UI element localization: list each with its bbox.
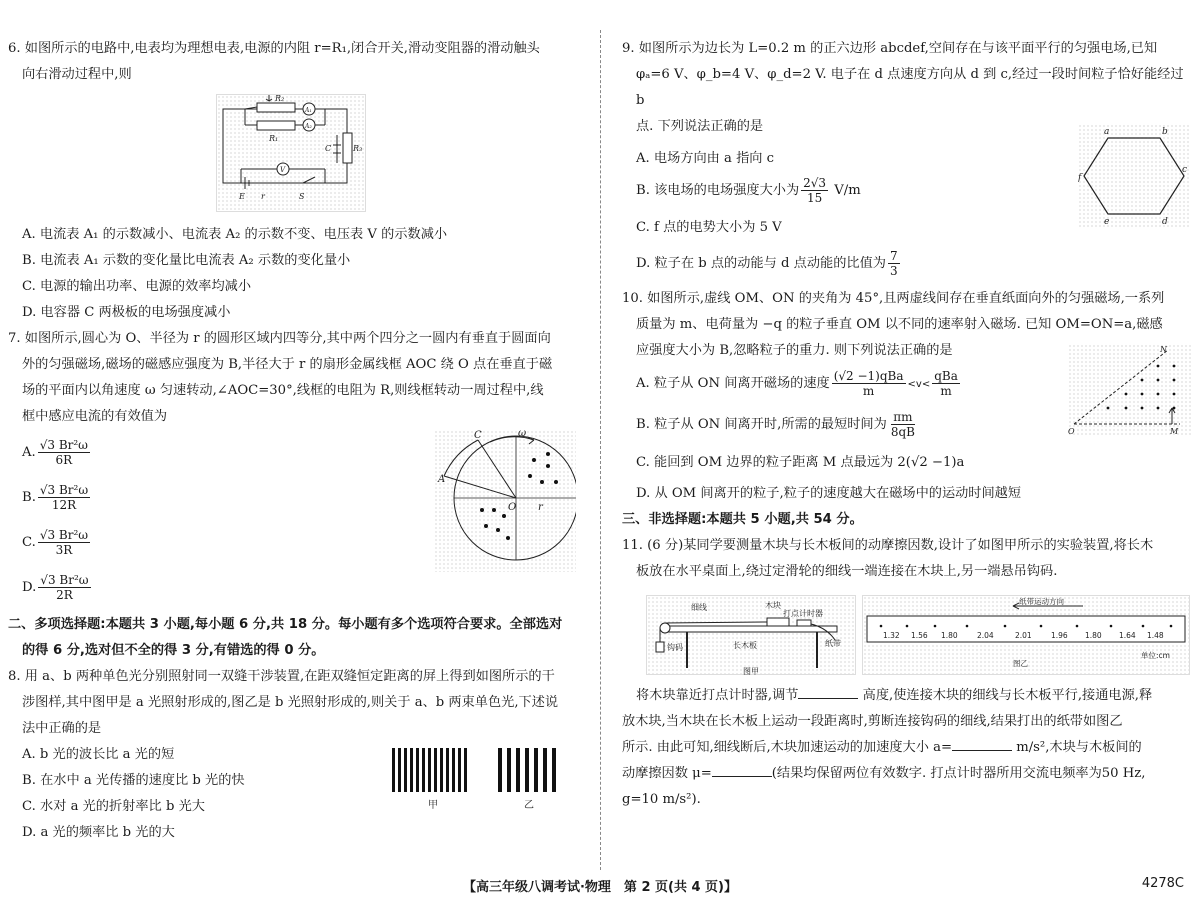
q6-option-c: C. 电源的输出功率、电源的效率均减小 — [22, 279, 252, 294]
q10-option-b: B. 粒子从 ON 间离开时,所需的最短时间为 $\frac{\pi m}{8qB}$ — [636, 410, 915, 439]
label-jishiqi: 打点计时器 — [783, 609, 823, 618]
q9-stem-line3: 点. 下列说法正确的是 — [636, 119, 764, 134]
q7-option-b: B. $\frac{\text{√3 Br²ω}}{12R}$ — [22, 483, 89, 512]
tape-diagram — [863, 596, 1191, 676]
label-o: O — [508, 502, 517, 513]
question-10 — [622, 286, 1194, 507]
q8-option-d: D. a 光的频率比 b 光的大 — [22, 825, 175, 840]
spacing-1: 1.32 — [883, 631, 900, 640]
q6-figure-area — [8, 88, 580, 222]
hexagon-diagram — [1078, 124, 1190, 228]
q9-stem-line1: 9. 如图所示为边长为 L=0.2 m 的正六边形 abcdef,空间存在与该平面平行的匀强电场,已知 — [622, 41, 1158, 56]
spacing-2: 1.56 — [911, 631, 928, 640]
label-jia: 甲 — [428, 800, 438, 811]
spacing-7: 1.80 — [1085, 631, 1102, 640]
label-c: c — [1182, 165, 1188, 175]
q8-option-c: C. 水对 a 光的折射率比 b 光大 — [22, 799, 205, 814]
label-n: N — [1160, 345, 1167, 354]
label-d: d — [1162, 217, 1168, 227]
label-direction: 纸带运动方向 — [1019, 597, 1064, 606]
q10-option-a: A. 粒子从 ON 间离开磁场的速度 $\frac{\text{(√2 −1)qBa}}{m}$ <v< $\frac{\text{qBa}}{m}$ — [636, 369, 958, 398]
spacing-5: 2.01 — [1015, 631, 1032, 640]
q7-stem-line1: 7. 如图所示,圆心为 O、半径为 r 的圆形区域内四等分,其中两个四分之一圆内有垂直于圆面向 — [8, 331, 551, 346]
label-a1: A₁ — [305, 107, 312, 114]
q9-option-d: D. 粒子在 b 点的动能与 d 点动能的比值为 $\frac{7}{3}$ — [636, 249, 898, 278]
label-mukuai: 木块 — [765, 601, 781, 610]
q7-option-a: A. $\frac{\text{√3 Br²ω}}{6R}$ — [22, 438, 88, 467]
q9-option-c: C. f 点的电势大小为 5 V — [636, 220, 782, 235]
rotating-frame-diagram — [434, 430, 576, 572]
q6-stem-line1: 6. 如图所示的电路中,电表均为理想电表,电源的内阻 r=R₁,闭合开关,滑动变阻器的滑动触头 — [8, 41, 540, 56]
blank-3[interactable] — [712, 763, 772, 777]
label-r1: R₁ — [269, 134, 279, 143]
question-11 — [622, 533, 1194, 813]
circuit-diagram — [217, 95, 367, 213]
q7-stem-line3: 场的平面内以角速度 ω 匀速转动,∠AOC=30°,线框的电阻为 R,则线框转动一周过程中,线 — [22, 383, 544, 398]
q11-tape-figure — [862, 595, 1190, 675]
left-column — [8, 36, 580, 846]
label-changmuban: 长木板 — [733, 641, 757, 650]
wedge-field-diagram — [1068, 344, 1192, 436]
label-s: S — [299, 192, 305, 201]
q10-field-figure — [1068, 344, 1192, 436]
interference-patterns — [388, 748, 578, 816]
q9-option-a: A. 电场方向由 a 指向 c — [636, 151, 775, 166]
q6-circuit-figure — [216, 94, 366, 212]
q9-stem-line2: φₐ=6 V、φ_b=4 V、φ_d=2 V. 电子在 d 点速度方向从 d 到 c,经过一段时间粒子恰好能经过 b — [636, 67, 1184, 108]
q10-option-d: D. 从 OM 间离开的粒子,粒子的速度越大在磁场中的运动时间越短 — [636, 486, 1022, 501]
q10-stem-line1: 10. 如图所示,虚线 OM、ON 的夹角为 45°,且两虚线间存在垂直纸面向外的匀强磁场,一系列 — [622, 291, 1165, 306]
label-omega: ω — [518, 430, 527, 439]
question-8 — [8, 664, 580, 846]
label-r: r — [261, 192, 265, 201]
section-3-heading — [622, 507, 1194, 533]
q8-interference-figure — [388, 748, 578, 816]
q7-option-d: D. $\frac{\text{√3 Br²ω}}{2R}$ — [22, 573, 89, 602]
label-yi: 乙 — [524, 800, 534, 811]
blank-1[interactable] — [798, 685, 858, 699]
label-e: e — [1104, 217, 1110, 227]
label-fig-b-title: 图乙 — [1013, 659, 1028, 668]
q6-option-b: B. 电流表 A₁ 示数的变化量比电流表 A₂ 示数的变化量小 — [22, 253, 351, 268]
label-b: b — [1162, 127, 1168, 137]
question-7 — [8, 326, 580, 610]
label-c: C — [474, 430, 482, 441]
q6-option-d: D. 电容器 C 两极板的电场强度减小 — [22, 305, 231, 320]
label-xianxian: 细线 — [691, 603, 707, 612]
right-column — [622, 36, 1194, 813]
label-gouma: 钩码 — [667, 643, 683, 652]
label-o: O — [1068, 427, 1075, 436]
label-v: V — [280, 166, 286, 174]
q10-option-c: C. 能回到 OM 边界的粒子距离 M 点最远为 2(√2 −1)a — [636, 455, 965, 470]
label-a2: A₂ — [305, 123, 312, 130]
label-c: C — [325, 144, 332, 153]
q10-stem-line3: 应强度大小为 B,忽略粒子的重力. 则下列说法正确的是 — [636, 343, 953, 358]
column-divider — [600, 30, 601, 870]
q11-figure-area — [622, 585, 1194, 679]
blank-2[interactable] — [952, 737, 1012, 751]
label-a: a — [1104, 127, 1110, 137]
q8-stem-line3: 法中正确的是 — [22, 721, 102, 736]
label-m: M — [1170, 427, 1179, 436]
sec2-line1: 二、多项选择题:本题共 3 小题,每小题 6 分,共 18 分。每小题有多个选项符合要求。全部选对 — [8, 617, 563, 632]
label-zhidai: 纸带 — [825, 639, 841, 648]
section-2-heading — [8, 612, 580, 664]
spacing-9: 1.48 — [1147, 631, 1164, 640]
label-r: r — [538, 502, 543, 513]
sec3-line: 三、非选择题:本题共 5 小题,共 54 分。 — [622, 512, 863, 527]
q7-stem-line4: 框中感应电流的有效值为 — [22, 409, 168, 424]
label-fig-a-title: 图甲 — [743, 667, 759, 676]
q11-para-line4: 动摩擦因数 μ= (结果均保留两位有效数字. 打点计时器所用交流电频率为50 Hz, — [622, 761, 1194, 787]
q11-para-line5: g=10 m/s²). — [622, 792, 701, 807]
sec2-line2: 的得 6 分,选对但不全的得 3 分,有错选的得 0 分。 — [22, 643, 325, 658]
q9-hexagon-figure — [1078, 124, 1190, 228]
spacing-4: 2.04 — [977, 631, 994, 640]
q7-option-c: C. $\frac{\text{√3 Br²ω}}{3R}$ — [22, 528, 89, 557]
spacing-8: 1.64 — [1119, 631, 1136, 640]
q6-option-a: A. 电流表 A₁ 的示数减小、电流表 A₂ 的示数不变、电压表 V 的示数减小 — [22, 227, 448, 242]
question-6 — [8, 36, 580, 326]
q8-stem-line1: 8. 用 a、b 两种单色光分别照射同一双缝干涉装置,在距双缝恒定距离的屏上得到如图所示的干 — [8, 669, 555, 684]
q8-option-b: B. 在水中 a 光传播的速度比 b 光的快 — [22, 773, 245, 788]
exam-code: 4278C — [1141, 876, 1184, 891]
apparatus-diagram — [647, 596, 857, 676]
label-r3: R₃ — [353, 144, 363, 153]
label-r2: R₂ — [275, 95, 285, 103]
q10-stem-line2: 质量为 m、电荷量为 −q 的粒子垂直 OM 以不同的速率射入磁场. 已知 OM=ON=a,磁感 — [636, 317, 1163, 332]
question-9 — [622, 36, 1194, 282]
q11-stem-line2: 板放在水平桌面上,绕过定滑轮的细线一端连接在木块上,另一端悬吊钩码. — [636, 564, 1058, 579]
label-e: E — [239, 192, 245, 201]
q11-apparatus-figure — [646, 595, 856, 675]
label-a: A — [438, 474, 446, 485]
label-unit: 单位:cm — [1141, 651, 1170, 660]
q8-option-a: A. b 光的波长比 a 光的短 — [22, 747, 175, 762]
page-footer: 【高三年级八调考试·物理 第 2 页(共 4 页)】 — [462, 880, 738, 895]
q11-para-line3: 所示. 由此可知,细线断后,木块加速运动的加速度大小 a= m/s²,木块与木板间的 — [622, 735, 1194, 761]
spacing-6: 1.96 — [1051, 631, 1068, 640]
q7-stem-line2: 外的匀强磁场,磁场的磁感应强度为 B,半径大于 r 的扇形金属线框 AOC 绕 O 点在垂直于磁 — [22, 357, 553, 372]
spacing-3: 1.80 — [941, 631, 958, 640]
q6-stem-line2: 向右滑动过程中,则 — [22, 67, 132, 82]
q11-stem-line1: 11. (6 分)某同学要测量木块与长木板间的动摩擦因数,设计了如图甲所示的实验装置,将长木 — [622, 538, 1154, 553]
q11-para-line2: 放木块,当木块在长木板上运动一段距离时,剪断连接钩码的细线,结果打出的纸带如图乙 — [622, 714, 1123, 729]
q8-stem-line2: 涉图样,其中图甲是 a 光照射形成的,图乙是 b 光照射形成的,则关于 a、b 两束单色光,下述说 — [22, 695, 559, 710]
label-f: f — [1078, 173, 1082, 183]
q11-para-line1: 将木块靠近打点计时器,调节 高度,使连接木块的细线与长木板平行,接通电源,释 — [622, 683, 1194, 709]
q7-field-figure — [434, 430, 576, 572]
q9-option-b: B. 该电场的电场强度大小为 $\frac{2√3}{15}$ V/m — [636, 176, 861, 205]
